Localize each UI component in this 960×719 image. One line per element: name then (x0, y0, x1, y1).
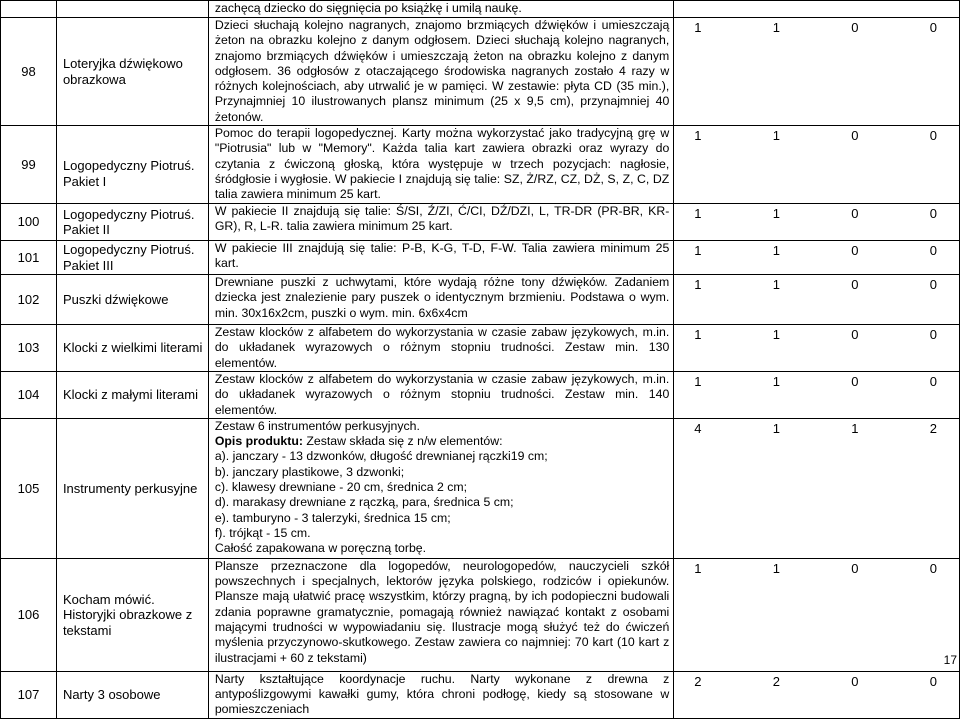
row-number: 105 (1, 418, 57, 558)
row-number: 102 (1, 275, 57, 325)
table-row (1, 1, 960, 18)
product-name: Narty 3 osobowe (56, 671, 208, 718)
product-name: Logopedyczny Piotruś. Pakiet II (56, 204, 208, 241)
row-number: 101 (1, 241, 57, 275)
row-number: 107 (1, 671, 57, 718)
row-number (1, 1, 57, 18)
table-row (1, 671, 960, 718)
row-number: 99 (1, 126, 57, 204)
table-row (1, 18, 960, 126)
product-description: Plansze przeznaczone dla logopedów, neurologopedów, nauczycieli szkół powszechnych i specjalnych, lektorów języka polskiego, rodziców i opiekunów. Plansze mają ułatwić pracę wszystkim, którzy pragną, by ich podopieczni budowali zdania poprawne gramatycznie, pomagają również nawiązać kontakt z osobami mającymi trudności w wypowiadaniu się. Ilustracje mogą służyć też do ćwiczeń myślenia przyczynowo-skutkowego. Zestaw zawiera co najmniej: 70 kart (10 kart z ilustracjami + 60 z tekstami) (208, 558, 673, 671)
table-row (1, 325, 960, 372)
product-name: Logopedyczny Piotruś. Pakiet III (56, 241, 208, 275)
quantity-cell: 1 1 0 0 (674, 558, 960, 671)
table-row (1, 418, 960, 558)
product-description: Zestaw klocków z alfabetem do wykorzystania w czasie zabaw językowych, m.in. do układanek wyrazowych o różnym stopniu trudności. Zestaw min. 140 elementów. (208, 371, 673, 418)
row-number: 98 (1, 18, 57, 126)
product-name: Klocki z małymi literami (56, 371, 208, 418)
product-description: W pakiecie II znajdują się talie: Ś/SI, Ź/ZI, Ć/CI, DŹ/DZI, L, TR-DR (PR-BR, KR-GR), R, L-R. talia zawiera minimum 25 kart. (208, 204, 673, 241)
row-number: 103 (1, 325, 57, 372)
quantity-cell: 1 1 0 0 (674, 204, 960, 241)
quantity-cell: 4 1 1 2 (674, 418, 960, 558)
product-description: zachęcą dziecko do sięgnięcia po książkę i umilą naukę. (208, 1, 673, 18)
table-row (1, 126, 960, 204)
table-row (1, 371, 960, 418)
product-description: W pakiecie III znajdują się talie: P-B, K-G, T-D, F-W. Talia zawiera minimum 25 kart. (208, 241, 673, 275)
quantity-cell (674, 1, 960, 18)
quantity-cell: 2 2 0 0 (674, 671, 960, 718)
row-number: 104 (1, 371, 57, 418)
table-row (1, 275, 960, 325)
table-row (1, 558, 960, 671)
product-name: Kocham mówić. Historyjki obrazkowe z tekstami (56, 558, 208, 671)
table-row (1, 204, 960, 241)
product-name: Loteryjka dźwiękowo obrazkowa (56, 18, 208, 126)
product-name: Instrumenty perkusyjne (56, 418, 208, 558)
row-number: 106 (1, 558, 57, 671)
quantity-cell: 1 1 0 0 (674, 371, 960, 418)
quantity-cell: 1 1 0 0 (674, 126, 960, 204)
row-number: 100 (1, 204, 57, 241)
product-description: Zestaw klocków z alfabetem do wykorzystania w czasie zabaw językowych, m.in. do układanek wyrazowych o różnym stopniu trudności. Zestaw min. 130 elementów. (208, 325, 673, 372)
product-description: Pomoc do terapii logopedycznej. Karty można wykorzystać jako tradycyjną grę w "Piotrusia" lub w "Memory". Każda talia kart zawiera obrazki oraz wyrazy do czytania z ćwiczoną głoską, która występuje w trzech pozycjach: nagłosie, śródgłosie i wygłosie. W pakiecie I znajdują się talie: SZ, Ż/RZ, CZ, DŻ, S, Z, C, DZ talia zawiera minimum 25 kart. (208, 126, 673, 204)
table-row (1, 241, 960, 275)
product-name: Klocki z wielkimi literami (56, 325, 208, 372)
product-description: Drewniane puszki z uchwytami, które wydają różne tony dźwięków. Zadaniem dziecka jest znalezienie pary puszek o identycznym brzmieniu. Podstawa o wym. min. 30x16x2cm, puszki o wym. min. 6x6x4cm (208, 275, 673, 325)
product-description: Narty kształtujące koordynacje ruchu. Narty wykonane z drewna z antypoślizgowymi kawałki gumy, która chroni podłogę, kiedy są stosowane w pomieszczeniach (208, 671, 673, 718)
product-description: Zestaw 6 instrumentów perkusyjnych. Opis produktu: Zestaw składa się z n/w elementów: a). janczary - 13 dzwonków, długość drewnianej rączki19 cm; b). janczary plastikowe, 3 dzwonki; c). klawesy drewniane - 20 cm, średnica 2 cm; d). marakasy drewniane z rączką, para, średnica 5 cm; e). tamburyno - 3 talerzyki, średnica 15 cm; f). trójkąt - 15 cm. Całość zapakowana w poręczną torbę. (208, 418, 673, 558)
product-name (56, 1, 208, 18)
product-description: Dzieci słuchają kolejno nagranych, znajomo brzmiących dźwięków i umieszczają żeton na obrazku kolejno z danym odgłosem. Dzieci słuchają kolejno nagranych, znajomo brzmiących dźwięków i umieszczają żeton na obrazku kolejno z danym odgłosem. 36 odgłosów z otaczającego środowiska nagranych zostało 4 razy w różnych kolejnościach, aby utrwalić je w pamięci. W zestawie: płyta CD (35 min.), Przynajmniej 10 ilustrowanych plansz minimum (25 x 9,5 cm), przynajmniej 40 żetonów. (208, 18, 673, 126)
quantity-cell: 1 1 0 0 (674, 241, 960, 275)
product-name: Puszki dźwiękowe (56, 275, 208, 325)
quantity-cell: 1 1 0 0 (674, 325, 960, 372)
product-name: Logopedyczny Piotruś. Pakiet I (56, 126, 208, 204)
quantity-cell: 1 1 0 0 (674, 275, 960, 325)
quantity-cell: 1 1 0 0 (674, 18, 960, 126)
page-number: 17 (943, 653, 957, 667)
